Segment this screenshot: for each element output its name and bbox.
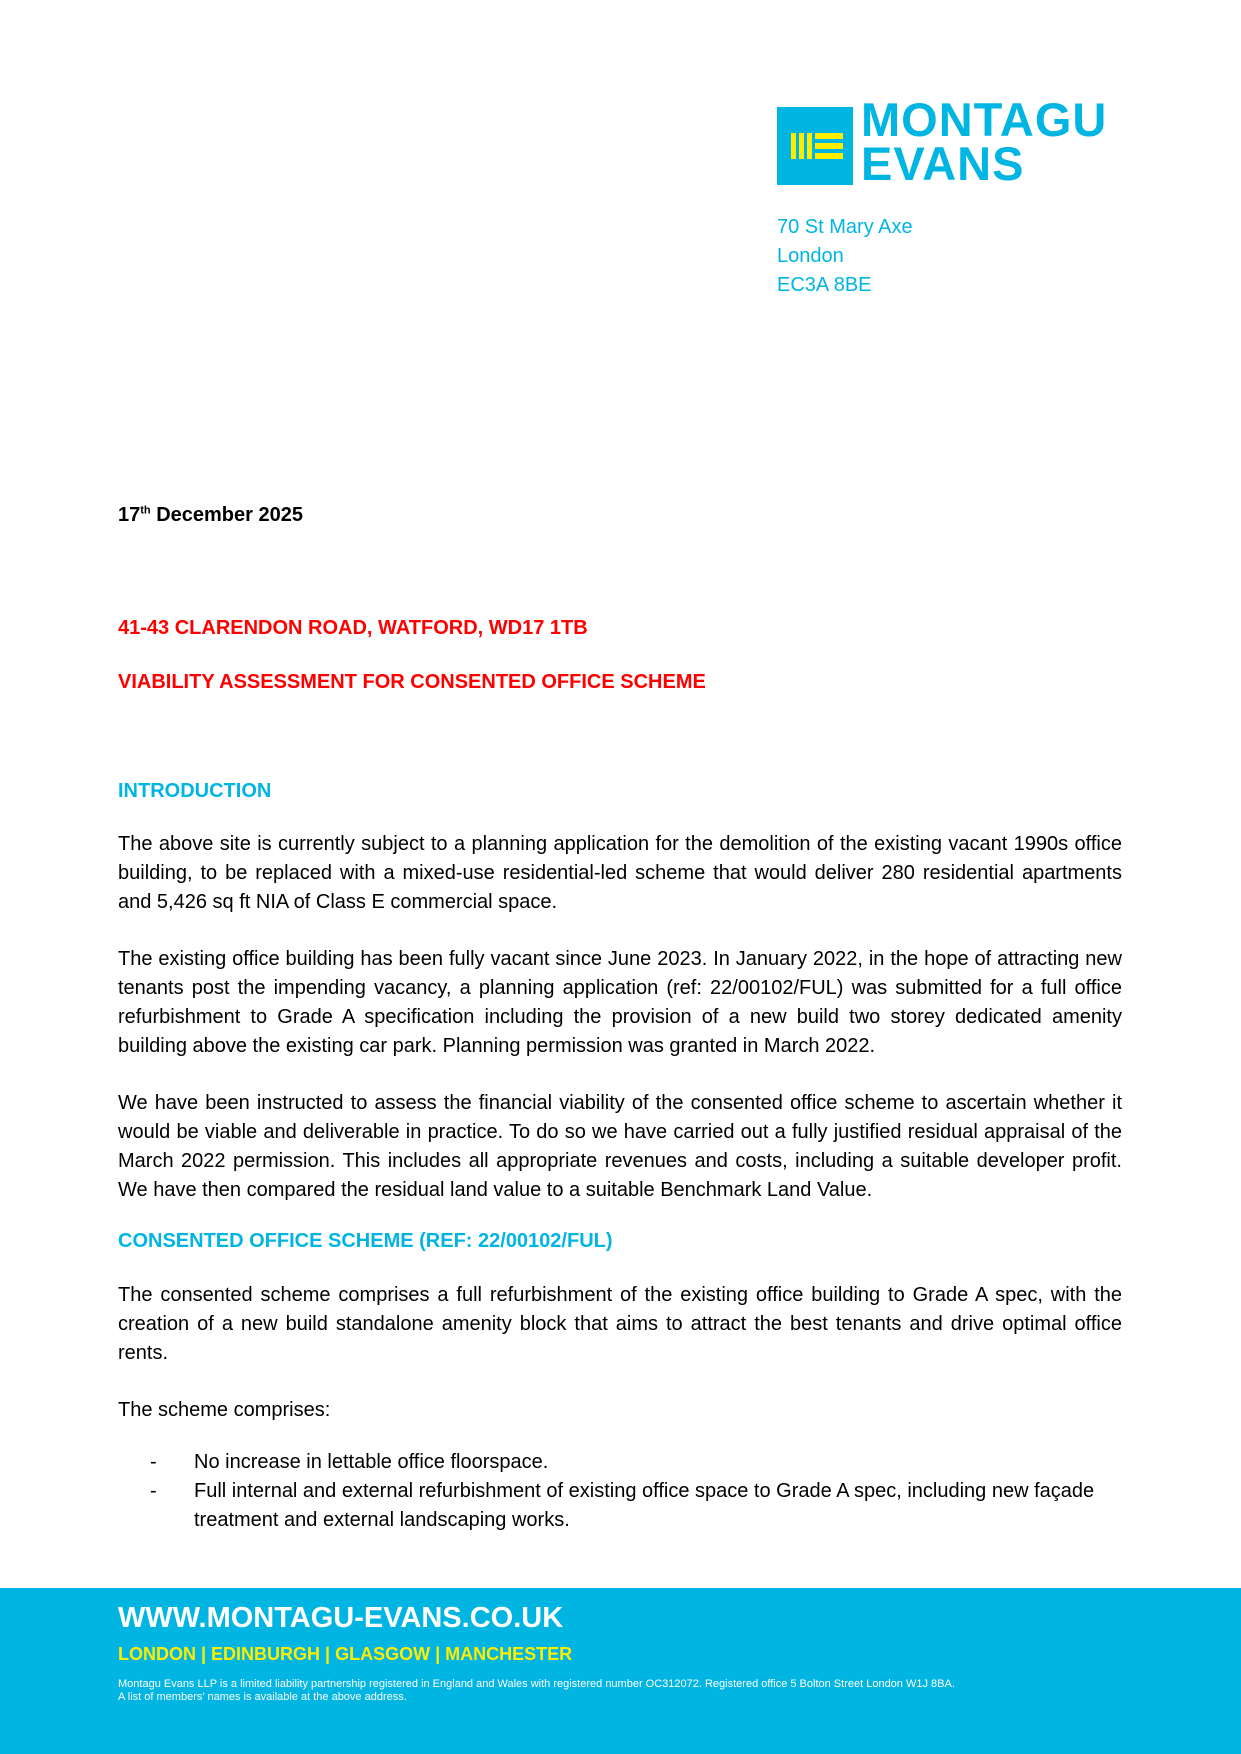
- scheme-heading: CONSENTED OFFICE SCHEME (REF: 22/00102/FUL): [118, 1230, 613, 1252]
- date-rest: December 2025: [150, 504, 303, 526]
- date-suffix: th: [140, 504, 151, 517]
- scheme-paragraph: The consented scheme comprises a full refurbishment of the existing office building to Grade A spec, with the creation of a new build standalone amenity block that aims to attract the best tenants and drive optimal office rents.: [118, 1284, 1122, 1364]
- address-line: EC3A 8BE: [777, 274, 872, 296]
- bullet-dash: -: [150, 1451, 157, 1473]
- logo-line-2: EVANS: [861, 137, 1025, 190]
- title-subject: VIABILITY ASSESSMENT FOR CONSENTED OFFICE SCHEME: [118, 671, 706, 693]
- logo-line-1: MONTAGU: [861, 93, 1108, 146]
- address-line: 70 St Mary Axe: [777, 216, 913, 238]
- bullet-text: Full internal and external refurbishment of existing office space to Grade A spec, including new façade treatment and external landscaping works.: [194, 1480, 1095, 1531]
- intro-paragraph-1: The above site is currently subject to a planning application for the demolition of the existing vacant 1990s office building, to be replaced with a mixed-use residential-led scheme that would deliver 280 residential apartments and 5,426 sq ft NIA of Class E commercial space.: [118, 833, 1122, 913]
- footer-legal: [118, 1678, 955, 1704]
- title-address: 41-43 CLARENDON ROAD, WATFORD, WD17 1TB: [118, 617, 588, 639]
- letter-date: [118, 504, 303, 527]
- logo-wordmark: [861, 93, 1108, 190]
- footer-website-link[interactable]: WWW.MONTAGU-EVANS.CO.UK: [118, 1602, 564, 1634]
- footer: [0, 1588, 1241, 1754]
- list-item: [150, 1448, 1122, 1477]
- bullet-dash: -: [150, 1480, 157, 1502]
- intro-heading: INTRODUCTION: [118, 780, 272, 802]
- intro-paragraph-3: We have been instructed to assess the financial viability of the consented office scheme to ascertain whether it would be viable and deliverable in practice. To do so we have carried out a fully justified residual appraisal of the March 2022 permission. This includes all appropriate revenues and costs, including a suitable developer profit. We have then compared the residual land value to a suitable Benchmark Land Value.: [118, 1092, 1122, 1201]
- scheme-bullet-list: [150, 1448, 1122, 1535]
- intro-paragraph-2: The existing office building has been fully vacant since June 2023. In January 2022, in the hope of attracting new tenants post the impending vacancy, a planning application (ref: 22/00102/FUL) was submitted for a full office refurbishment to Grade A specification including the provision of a new build two storey dedicated amenity building above the existing car park. Planning permission was granted in March 2022.: [118, 948, 1122, 1057]
- date-day: 17: [118, 504, 141, 526]
- scheme-intro: The scheme comprises:: [118, 1399, 331, 1421]
- bullet-text: No increase in lettable office floorspace.: [194, 1451, 549, 1473]
- list-item: [150, 1477, 1122, 1535]
- address-line: London: [777, 245, 844, 267]
- footer-cities: LONDON | EDINBURGH | GLASGOW | MANCHESTER: [118, 1644, 573, 1664]
- logo-mark: [777, 107, 853, 185]
- legal-line-2: A list of members’ names is available at the above address.: [118, 1691, 407, 1703]
- legal-line-1: Montagu Evans LLP is a limited liability partnership registered in England and Wales with registered number OC312072. Registered office 5 Bolton Street London W1J 8BA.: [118, 1678, 955, 1690]
- sender-address: [777, 213, 913, 300]
